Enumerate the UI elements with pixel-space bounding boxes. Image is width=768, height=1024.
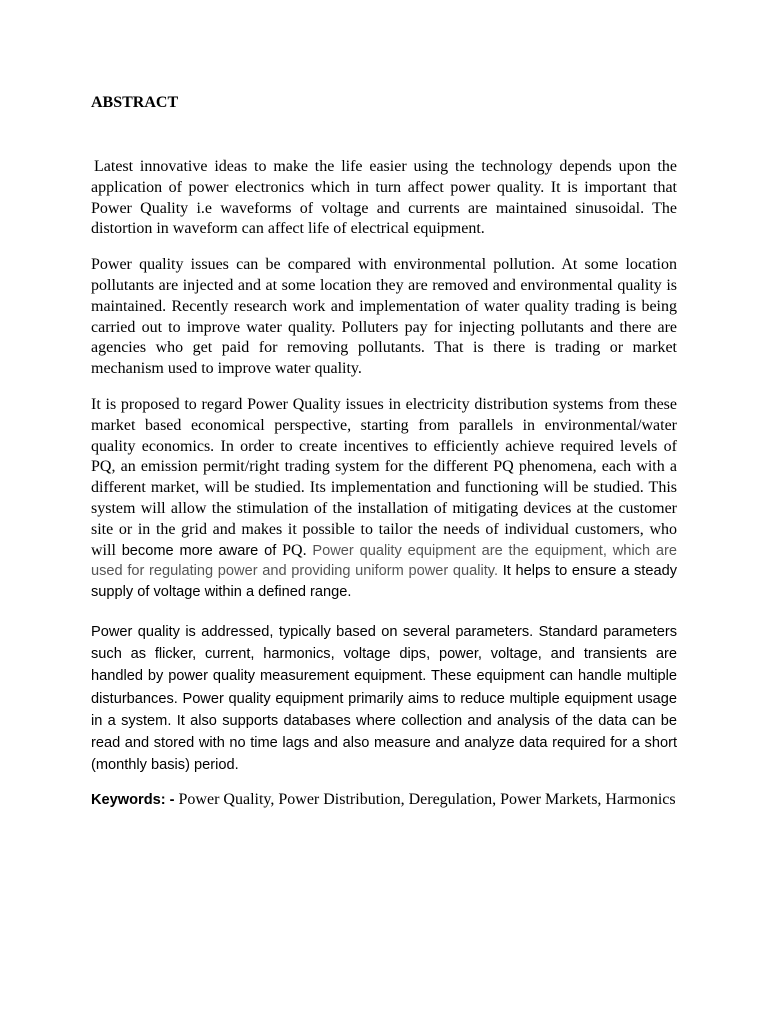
keywords-label: Keywords: - <box>91 792 175 809</box>
paragraph3-sans-text: become more aware of <box>121 542 277 559</box>
paragraph3-text: It is proposed to regard Power Quality issues in electricity distribution systems from these market based economical perspective, starting from parallels in environmental/water quality economics. In order to create incentives to efficiently achieve required levels of PQ, an emission permit/right trading system for the different PQ phenomena, each with a different market, will be studied. Its implementation and functioning will be studied. This system will allow the stimulation of the installation of mitigating devices at the customer site or in the grid and makes it possible to tailor the needs of individual customers, who will <box>91 395 677 559</box>
abstract-heading: ABSTRACT <box>91 94 179 111</box>
paragraph3-steady-supply: It helps to ensure a steady supply of voltage within a defined range. <box>91 563 677 601</box>
keywords-text: Power Quality, Power Distribution, Deregulation, Power Markets, Harmonics <box>178 791 676 809</box>
paragraph-intro: Latest innovative ideas to make the life easier using the technology depends upon the application of power electronics which in turn affect power quality. It is important that Power Quality i.e waveforms of voltage and currents are maintained sinusoidal. The distortion in waveform can affect life of electrical equipment. <box>91 158 677 238</box>
paragraph3-equipment-definition: Power quality equipment are the equipment, which are used for regulating power and providing uniform power quality. <box>91 542 678 580</box>
paragraph-market-perspective <box>91 395 677 603</box>
paragraph-environmental-pollution: Power quality issues can be compared with environmental pollution. At some location pollutants are injected and at some location they are removed and environmental quality is maintained. Recently research work and implementation of water quality trading is being carried out to improve water quality. Polluters pay for injecting pollutants and there are agencies who get paid for removing pollutants. That is there is trading or market mechanism used to improve water quality. <box>91 256 677 378</box>
document-page <box>91 93 677 811</box>
paragraph3-pq-text: PQ. <box>282 541 307 559</box>
paragraph-parameters: Power quality is addressed, typically based on several parameters. Standard parameters such as flicker, current, harmonics, voltage dips, power, voltage, and transients are handled by power quality measurement equipment. These equipment can handle multiple disturbances. Power quality equipment primarily aims to reduce multiple equipment usage in a system. It also supports databases where collection and analysis of the data can be read and stored with no time lags and also measure and analyze data required for a short (monthly basis) period. <box>91 623 677 774</box>
keywords-line <box>91 789 677 811</box>
